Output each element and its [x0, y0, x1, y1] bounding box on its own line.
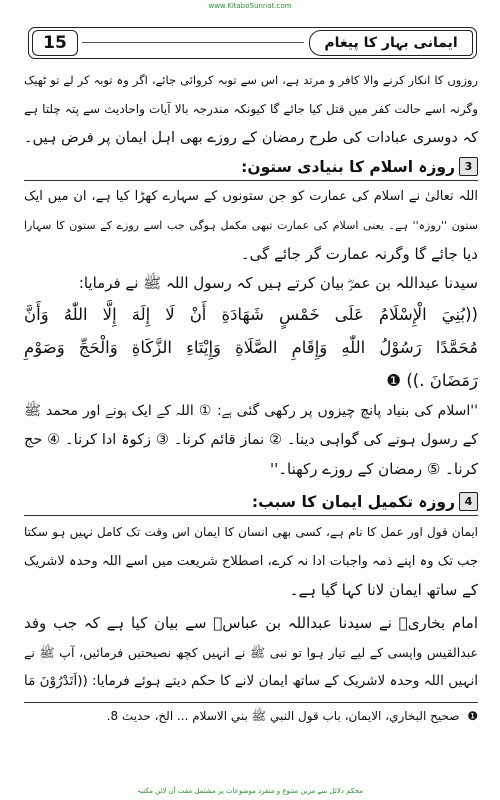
text-line: روزوں کا انکار کرنے والا کافر و مرتد ہے، اس سے توبہ کروائی جائے، اگر وہ توبہ کر لے تو ٹھیک	[24, 73, 478, 87]
running-header	[28, 27, 477, 59]
translation-line: ''اسلام کی بنیاد پانچ چیزوں پر رکھی گئی ہے: ① اللہ کے ایک ہونے اور محمد ﷺ	[24, 403, 478, 419]
hadith-arabic-line: مُحَمَّدًا رَسُوْلُ اللّٰهِ وَإِقَامِ الصَّلَاةِ وَإِيْتَاءِ الزَّكَاةِ وَالْحَجِّ وَصَوْمِ	[24, 338, 478, 357]
footnote-marker: ❶	[467, 709, 478, 723]
text-line: عبدالقیس واپسی کے لیے تیار ہوا تو نبی ﷺ نے انہیں کچھ نصیحتیں فرمائیں، آپ ﷺ نے	[24, 645, 478, 660]
footnote	[24, 702, 478, 726]
footnote-text: صحيح البخاري، الايمان، باب قول النبي ﷺ بني الاسلام ... الخ، حديث 8.	[106, 709, 460, 723]
hadith-arabic-line: رَمَضَانَ .)) ❶	[386, 371, 478, 390]
translation-line: کرنا۔ ⑤ رمضان کے روزے رکھنا۔''	[270, 460, 478, 478]
section-number-badge: 3	[459, 157, 478, 176]
text-line: ایمان قول اور عمل کا نام ہے، کسی بھی انسان کا ایمان اس وقت تک کامل نہیں ہو سکتا	[24, 525, 478, 539]
text-line: امام بخاریؒ نے سیدنا عبداللہ بن عباسؓ سے بیان کیا ہے کہ جب وفد	[24, 614, 478, 632]
text-line: کہ دوسری عبادات کی طرح رمضان کے روزے بھی اہل ایمان پر فرض ہیں۔	[24, 130, 478, 146]
page-number: 15	[32, 30, 78, 56]
section-heading-3	[24, 153, 478, 181]
text-line: جب تک وہ اپنے ذمہ واجبات ادا نہ کرے، اصطلاح شریعت میں اسے اللہ وحدہ لاشریک	[24, 554, 478, 569]
section-number-badge: 4	[459, 492, 478, 511]
text-line: ستون ''روزہ'' ہے۔ یعنی اسلام کی عمارت تبھی مکمل ہوگی جب اسے روزے کے ستون کا سہارا	[24, 219, 478, 232]
page-body	[24, 66, 478, 726]
narration-line: سیدنا عبداللہ بن عمرؓ بیان کرتے ہیں کہ رسول اللہ ﷺ نے فرمایا:	[78, 274, 478, 292]
running-title: ایمانی بہار کا پیغام	[309, 30, 473, 56]
section-title: روزہ تکمیل ایمان کا سبب:	[251, 492, 455, 511]
text-line: کے ساتھ ایمان لانا کہا گیا ہے۔	[289, 581, 478, 599]
header-rule	[82, 42, 304, 43]
section-heading-4	[24, 488, 478, 516]
hadith-arabic-line: ((بُنِيَ الْإِسْلَامُ عَلَى خَمْسٍ شَهَادَةِ أَنْ لَا إِلَهَ إِلَّا اللّٰهُ وَأَنَّ	[24, 305, 478, 324]
text-line: وگرنہ اسے حالت کفر میں قتل کیا جائے گا کیونکہ مندرجہ بالا آیات واحادیث سے پتہ چلتا ہے	[24, 102, 478, 116]
paragraph	[24, 609, 478, 696]
text-line: دیا جائے گا وگرنہ عمارت گر جائے گی۔	[240, 245, 478, 263]
text-line: اللہ تعالیٰ نے اسلام کی عمارت کو جن ستونوں کے سہارے کھڑا کیا ہے، ان میں ایک	[24, 189, 478, 204]
watermark-bottom: محکم دلائل سے مزین متنوع و منفرد موضوعات پر مشتمل مفت آن لائن مکتبہ	[136, 787, 363, 795]
text-line: انہیں اللہ وحدہ لاشریک کے ساتھ ایمان لانے کا حکم دیتے ہوئے فرمایا: ((اَتَدْرُوْنَ مَا	[24, 673, 478, 689]
translation-line: کے رسول ہونے کی گواہی دینا۔ ② نماز قائم کرنا۔ ③ زکوۃ ادا کرنا۔ ④ حج	[24, 432, 478, 448]
watermark-top: www.KitaboSunnat.com	[208, 2, 292, 10]
section-title: روزہ اسلام کا بنیادی ستون:	[241, 157, 455, 176]
